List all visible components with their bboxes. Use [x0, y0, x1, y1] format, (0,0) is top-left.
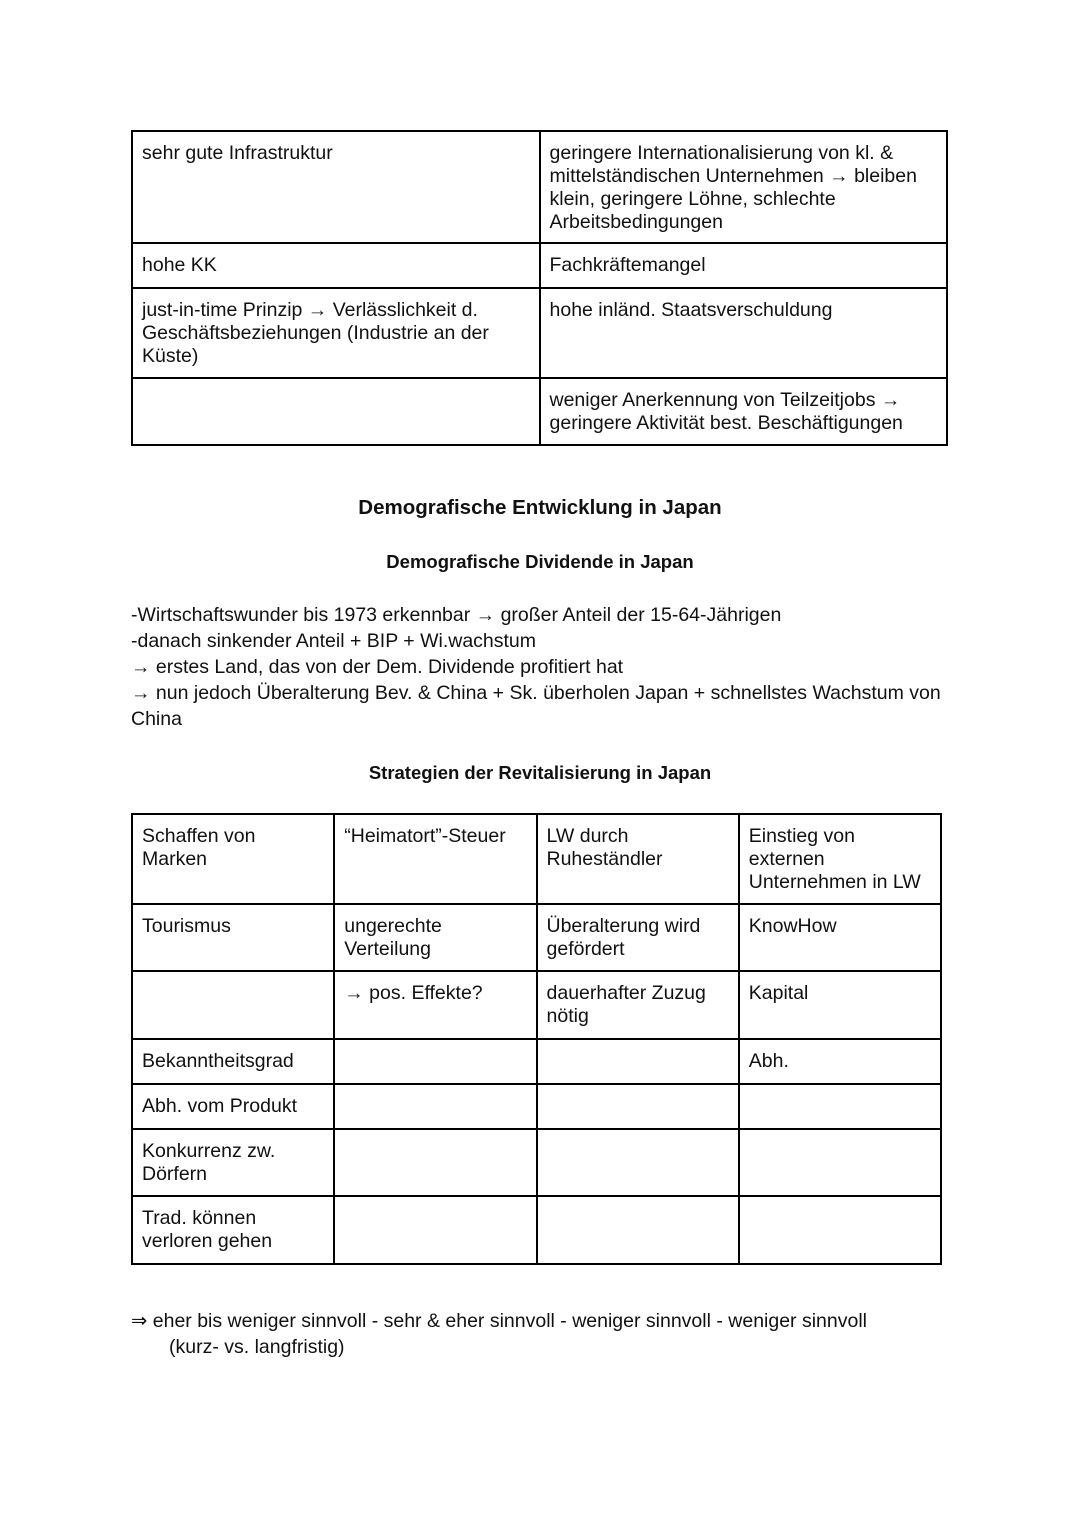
note-line: -Wirtschaftswunder bis 1973 erkennbar → großer Anteil der 15-64-Jährigen [131, 604, 782, 626]
strategies-table [131, 813, 942, 1265]
table-cell: Konkurrenz zw. Dörfern [132, 1129, 334, 1196]
table-row [132, 131, 947, 243]
table-cell [739, 1084, 941, 1129]
table-row [132, 971, 941, 1039]
table-row [132, 814, 941, 904]
dividend-notes [131, 602, 941, 732]
table-cell: Schaffen von Marken [132, 814, 334, 904]
subheading-dividend: Demografische Dividende in Japan [386, 551, 694, 572]
table-cell [537, 1129, 739, 1196]
table-cell: just-in-time Prinzip → Verlässlichkeit d. Geschäftsbeziehungen (Industrie an der Küste) [132, 288, 540, 378]
table-cell [537, 1196, 739, 1264]
table-cell: ungerechte Verteilung [334, 904, 536, 971]
table-cell: geringere Internationalisierung von kl. & mittelständischen Unternehmen → bleiben klein, geringere Löhne, schlechte Arbeitsbedingungen [540, 131, 948, 243]
note-line: -danach sinkender Anteil + BIP + Wi.wachstum [131, 630, 537, 652]
table-row [132, 243, 947, 288]
table-cell: Bekanntheitsgrad [132, 1039, 334, 1084]
table-cell [739, 1129, 941, 1196]
table-cell: → pos. Effekte? [334, 971, 536, 1039]
table-cell [537, 1084, 739, 1129]
table-cell: hohe KK [132, 243, 540, 288]
note-line: → nun jedoch Überalterung Bev. & China + Sk. überholen Japan + schnellstes Wachstum von China [131, 682, 941, 730]
table-row [132, 378, 947, 445]
table-cell: “Heimatort”-Steuer [334, 814, 536, 904]
table-cell: Trad. können verloren gehen [132, 1196, 334, 1264]
section-heading-demography: Demografische Entwicklung in Japan [358, 496, 722, 519]
table-cell [739, 1196, 941, 1264]
table-cell: Abh. [739, 1039, 941, 1084]
conclusion-line: ⇒ eher bis weniger sinnvoll - sehr & eher sinnvoll - weniger sinnvoll - weniger sinnvoll [131, 1310, 868, 1332]
subheading-strategies: Strategien der Revitalisierung in Japan [368, 762, 712, 783]
table-cell [334, 1129, 536, 1196]
conclusion-note: (kurz- vs. langfristig) [169, 1336, 345, 1358]
table-cell: LW durch Ruheständler [537, 814, 739, 904]
table-cell: Überalterung wird gefördert [537, 904, 739, 971]
table-cell [334, 1196, 536, 1264]
table-cell: KnowHow [739, 904, 941, 971]
table-cell [334, 1084, 536, 1129]
table-cell: Abh. vom Produkt [132, 1084, 334, 1129]
table-row [132, 1084, 941, 1129]
table-row [132, 1039, 941, 1084]
table-row [132, 288, 947, 378]
table-row [132, 904, 941, 971]
table-cell: Tourismus [132, 904, 334, 971]
strengths-weaknesses-table [131, 130, 948, 446]
table-cell [132, 378, 540, 445]
conclusion [131, 1308, 941, 1360]
table-cell: Einstieg von externen Unternehmen in LW [739, 814, 941, 904]
table-cell [537, 1039, 739, 1084]
table-cell: Kapital [739, 971, 941, 1039]
table-cell: dauerhafter Zuzug nötig [537, 971, 739, 1039]
table-cell: weniger Anerkennung von Teilzeitjobs → geringere Aktivität best. Beschäftigungen [540, 378, 948, 445]
table-cell [132, 971, 334, 1039]
table-cell: sehr gute Infrastruktur [132, 131, 540, 243]
table-cell [334, 1039, 536, 1084]
table-cell: Fachkräftemangel [540, 243, 948, 288]
table-row [132, 1129, 941, 1196]
table-row [132, 1196, 941, 1264]
note-line: → erstes Land, das von der Dem. Dividende profitiert hat [131, 656, 624, 678]
table-cell: hohe inländ. Staatsverschuldung [540, 288, 948, 378]
